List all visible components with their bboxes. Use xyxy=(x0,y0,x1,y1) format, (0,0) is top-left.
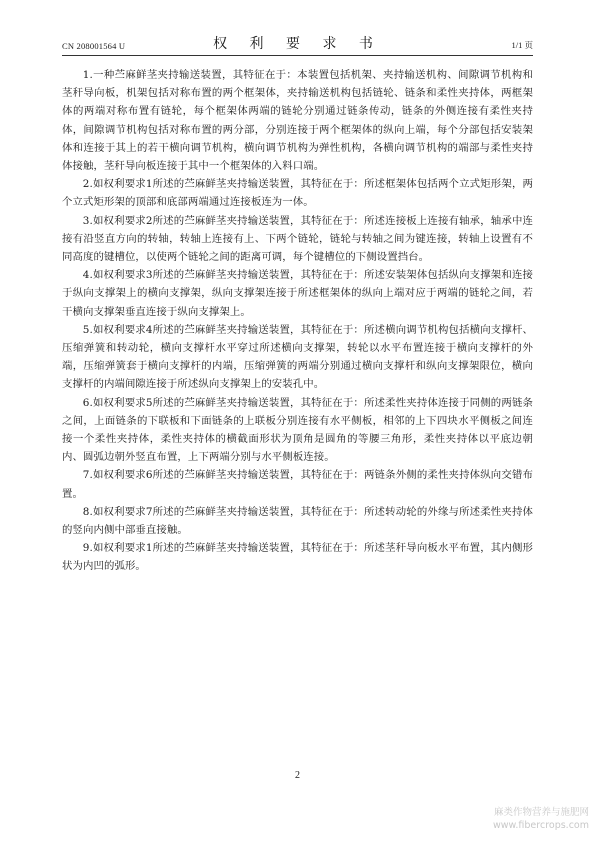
claim-6: 6.如权利要求5所述的苎麻鲜茎夹持输送装置，其特征在于：所述柔性夹持体连接于同侧的两链条之间，上面链条的下联板和下面链条的上联板分别连接有水平侧板，相邻的上下四块水平侧板之间连接一个柔性夹持体，柔性夹持体的横截面形状为顶角是圆角的等腰三角形，柔性夹持体以平底边朝内、圆弧边朝外竖直布置，上下两端分别与水平侧板连接。 xyxy=(62,396,533,464)
watermark-url: www.fibercrops.com xyxy=(492,820,589,831)
claim-3: 3.如权利要求2所述的苎麻鲜茎夹持输送装置，其特征在于：所述连接板上连接有轴承，轴承中连接有沿竖直方向的转轴，转轴上连接有上、下两个链轮，链轮与转轴之间为键连接，转轴上设置有不同高度的键槽位，以使两个链轮之间的距离可调，每个键槽位的下侧设置挡台。 xyxy=(62,214,533,264)
document-title: 权 利 要 求 书 xyxy=(213,36,382,52)
claim-8: 8.如权利要求7所述的苎麻鲜茎夹持输送装置，其特征在于：所述转动轮的外缘与所述柔性夹持体的竖向内侧中部垂直接触。 xyxy=(62,505,533,537)
claim-5: 5.如权利要求4所述的苎麻鲜茎夹持输送装置，其特征在于：所述横向调节机构包括横向支撑杆、压缩弹簧和转动轮，横向支撑杆水平穿过所述横向支撑架，转轮以水平布置连接于横向支撑杆的外端，压缩弹簧套于横向支撑杆的内端，压缩弹簧的两端分别通过横向支撑杆和纵向支撑架限位，横向支撑杆的内端间隙连接于所述纵向支撑架上的安装孔中。 xyxy=(62,323,533,391)
claim-7: 7.如权利要求6所述的苎麻鲜茎夹持输送装置，其特征在于：两链条外侧的柔性夹持体纵向交错布置。 xyxy=(62,469,533,500)
page-header xyxy=(62,28,533,54)
claims-list xyxy=(62,66,533,576)
page-indicator: 1/1 页 xyxy=(511,40,533,50)
header-divider xyxy=(62,55,533,56)
patent-number: CN 208001564 U xyxy=(62,41,126,51)
claim-4: 4.如权利要求3所述的苎麻鲜茎夹持输送装置，其特征在于：所述安装架体包括纵向支撑架和连接于纵向支撑架上的横向支撑架，纵向支撑架连接于所述框架体的纵向上端对应于两端的链轮之间，若干横向支撑架垂直连接于纵向支撑架上。 xyxy=(62,269,533,318)
claim-1: 1.一种苎麻鲜茎夹持输送装置，其特征在于：本装置包括机架、夹持输送机构、间隙调节机构和茎秆导向板，机架包括对称布置的两个框架体，夹持输送机构包括链轮、链条和柔性夹持体，两框架体的两端对称布置有链轮，每个框架体两端的链轮分别通过链条传动，链条的外侧连接有柔性夹持体，间隙调节机构包括对称布置的两分部，分别连接于两个框架体的纵向上端，每个分部包括安装架体和连接于其上的若干横向调节机构，横向调节机构为弹性机构，各横向调节机构的端部与柔性夹持体接触，茎秆导向板连接于其中一个框架体的入料口端。 xyxy=(62,69,533,173)
claim-2: 2.如权利要求1所述的苎麻鲜茎夹持输送装置，其特征在于：所述框架体包括两个立式矩形架，两个立式矩形架的顶部和底部两端通过连接板连为一体。 xyxy=(62,178,533,209)
page-number: 2 xyxy=(295,770,300,781)
claim-9: 9.如权利要求1所述的苎麻鲜茎夹持输送装置，其特征在于：所述茎秆导向板水平布置，其内侧形状为内凹的弧形。 xyxy=(62,542,533,573)
site-watermark xyxy=(493,806,589,832)
watermark-title: 麻类作物营养与施肥网 xyxy=(493,807,589,818)
